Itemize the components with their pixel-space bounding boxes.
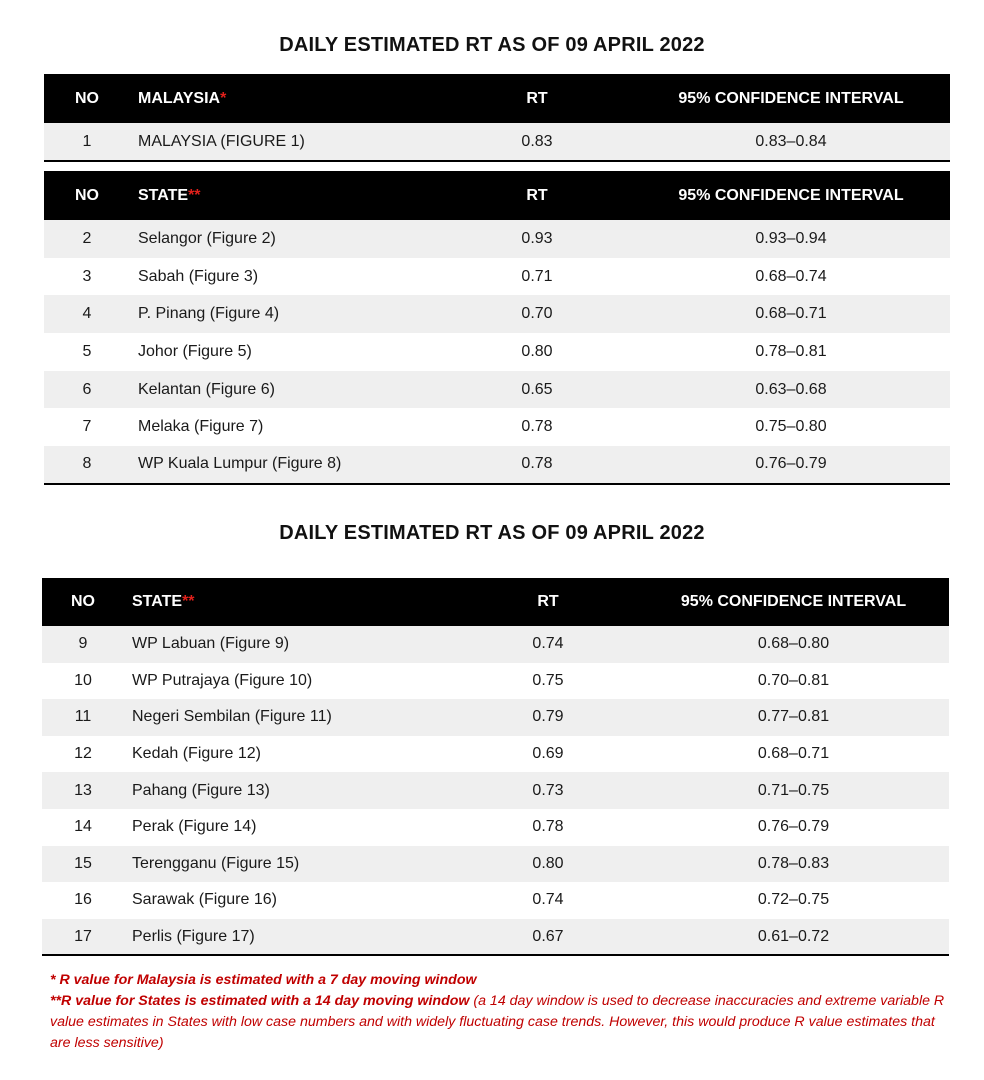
cell-ci: 0.68–0.71 (632, 295, 950, 333)
header-name (124, 578, 458, 626)
cell-ci: 0.93–0.94 (632, 220, 950, 258)
cell-ci: 0.78–0.81 (632, 333, 950, 371)
table-row (42, 699, 949, 736)
table-row (44, 220, 950, 258)
table-row (44, 408, 950, 446)
cell-no: 5 (44, 333, 130, 371)
cell-rt: 0.79 (458, 699, 638, 736)
header-name-label: STATE (132, 593, 183, 610)
cell-no: 3 (44, 258, 130, 296)
header-name-label: STATE (138, 186, 189, 204)
cell-ci: 0.72–0.75 (638, 882, 949, 919)
cell-name: Sabah (Figure 3) (130, 258, 442, 296)
cell-no: 16 (42, 882, 124, 919)
cell-ci: 0.68–0.71 (638, 736, 949, 773)
cell-name: Perlis (Figure 17) (124, 919, 458, 956)
table-row (44, 371, 950, 409)
cell-ci: 0.76–0.79 (632, 446, 950, 484)
cell-name: WP Putrajaya (Figure 10) (124, 663, 458, 700)
table-header-row (42, 578, 949, 626)
cell-name: P. Pinang (Figure 4) (130, 295, 442, 333)
cell-rt: 0.74 (458, 882, 638, 919)
header-name-label: MALAYSIA (138, 89, 221, 107)
header-ci: 95% CONFIDENCE INTERVAL (638, 578, 949, 626)
table-row (42, 919, 949, 956)
header-rt: RT (458, 578, 638, 626)
table-row (44, 258, 950, 296)
cell-name: WP Kuala Lumpur (Figure 8) (130, 446, 442, 484)
cell-ci: 0.77–0.81 (638, 699, 949, 736)
cell-ci: 0.76–0.79 (638, 809, 949, 846)
header-name-mark: ** (188, 186, 201, 204)
cell-name: Kedah (Figure 12) (124, 736, 458, 773)
cell-no: 4 (44, 295, 130, 333)
state-table-2 (42, 578, 949, 956)
cell-ci: 0.68–0.80 (638, 626, 949, 663)
cell-no: 1 (44, 123, 130, 161)
cell-name: Sarawak (Figure 16) (124, 882, 458, 919)
table-header-row (44, 171, 950, 220)
table-row (42, 846, 949, 883)
page-title-top: DAILY ESTIMATED RT AS OF 09 APRIL 2022 (279, 34, 705, 56)
cell-rt: 0.78 (458, 809, 638, 846)
header-no: NO (44, 74, 130, 123)
table-row (44, 333, 950, 371)
page-title-bottom: DAILY ESTIMATED RT AS OF 09 APRIL 2022 (279, 522, 705, 544)
cell-rt: 0.83 (442, 123, 632, 161)
cell-name: Pahang (Figure 13) (124, 772, 458, 809)
cell-name: Terengganu (Figure 15) (124, 846, 458, 883)
cell-name: Melaka (Figure 7) (130, 408, 442, 446)
cell-no: 2 (44, 220, 130, 258)
header-no: NO (44, 171, 130, 220)
cell-no: 9 (42, 626, 124, 663)
malaysia-table (44, 74, 950, 162)
cell-name: Selangor (Figure 2) (130, 220, 442, 258)
table-row (42, 772, 949, 809)
cell-rt: 0.80 (458, 846, 638, 883)
cell-no: 7 (44, 408, 130, 446)
cell-rt: 0.74 (458, 626, 638, 663)
table-row (44, 123, 950, 161)
cell-name: MALAYSIA (FIGURE 1) (130, 123, 442, 161)
cell-rt: 0.75 (458, 663, 638, 700)
table-row (42, 736, 949, 773)
footnote-malaysia: * R value for Malaysia is estimated with a 7 day moving window (50, 972, 477, 988)
table-row (42, 626, 949, 663)
cell-rt: 0.80 (442, 333, 632, 371)
cell-rt: 0.71 (442, 258, 632, 296)
cell-rt: 0.69 (458, 736, 638, 773)
state-table-1 (44, 171, 950, 485)
footnotes (50, 970, 950, 1054)
cell-ci: 0.78–0.83 (638, 846, 949, 883)
table-header-row (44, 74, 950, 123)
cell-name: Negeri Sembilan (Figure 11) (124, 699, 458, 736)
cell-no: 13 (42, 772, 124, 809)
header-name (130, 171, 442, 220)
cell-name: Kelantan (Figure 6) (130, 371, 442, 409)
cell-ci: 0.83–0.84 (632, 123, 950, 161)
cell-ci: 0.70–0.81 (638, 663, 949, 700)
footnote-states: **R value for States is estimated with a 14 day moving window (a 14 day window is used to decrease inaccuracies and extreme variable R value estimates in States with low case numbers and with widely fluctuating case trends. However, this would produce R value estimates that are less sensitive) (50, 993, 945, 1051)
table-row (42, 663, 949, 700)
header-name-mark: ** (182, 593, 195, 610)
cell-name: Johor (Figure 5) (130, 333, 442, 371)
header-rt: RT (442, 74, 632, 123)
cell-rt: 0.93 (442, 220, 632, 258)
cell-no: 12 (42, 736, 124, 773)
cell-no: 14 (42, 809, 124, 846)
header-name (130, 74, 442, 123)
table-row (42, 882, 949, 919)
cell-rt: 0.73 (458, 772, 638, 809)
table-row (42, 809, 949, 846)
header-no: NO (42, 578, 124, 626)
cell-no: 6 (44, 371, 130, 409)
cell-name: WP Labuan (Figure 9) (124, 626, 458, 663)
cell-ci: 0.63–0.68 (632, 371, 950, 409)
cell-no: 15 (42, 846, 124, 883)
cell-no: 17 (42, 919, 124, 956)
cell-rt: 0.70 (442, 295, 632, 333)
header-ci: 95% CONFIDENCE INTERVAL (632, 171, 950, 220)
cell-ci: 0.75–0.80 (632, 408, 950, 446)
header-name-mark: * (220, 89, 227, 107)
cell-ci: 0.61–0.72 (638, 919, 949, 956)
header-ci: 95% CONFIDENCE INTERVAL (632, 74, 950, 123)
cell-no: 11 (42, 699, 124, 736)
cell-rt: 0.78 (442, 408, 632, 446)
cell-ci: 0.68–0.74 (632, 258, 950, 296)
cell-rt: 0.78 (442, 446, 632, 484)
cell-no: 8 (44, 446, 130, 484)
header-rt: RT (442, 171, 632, 220)
cell-rt: 0.65 (442, 371, 632, 409)
cell-no: 10 (42, 663, 124, 700)
table-row (44, 446, 950, 484)
cell-rt: 0.67 (458, 919, 638, 956)
cell-name: Perak (Figure 14) (124, 809, 458, 846)
cell-ci: 0.71–0.75 (638, 772, 949, 809)
table-row (44, 295, 950, 333)
